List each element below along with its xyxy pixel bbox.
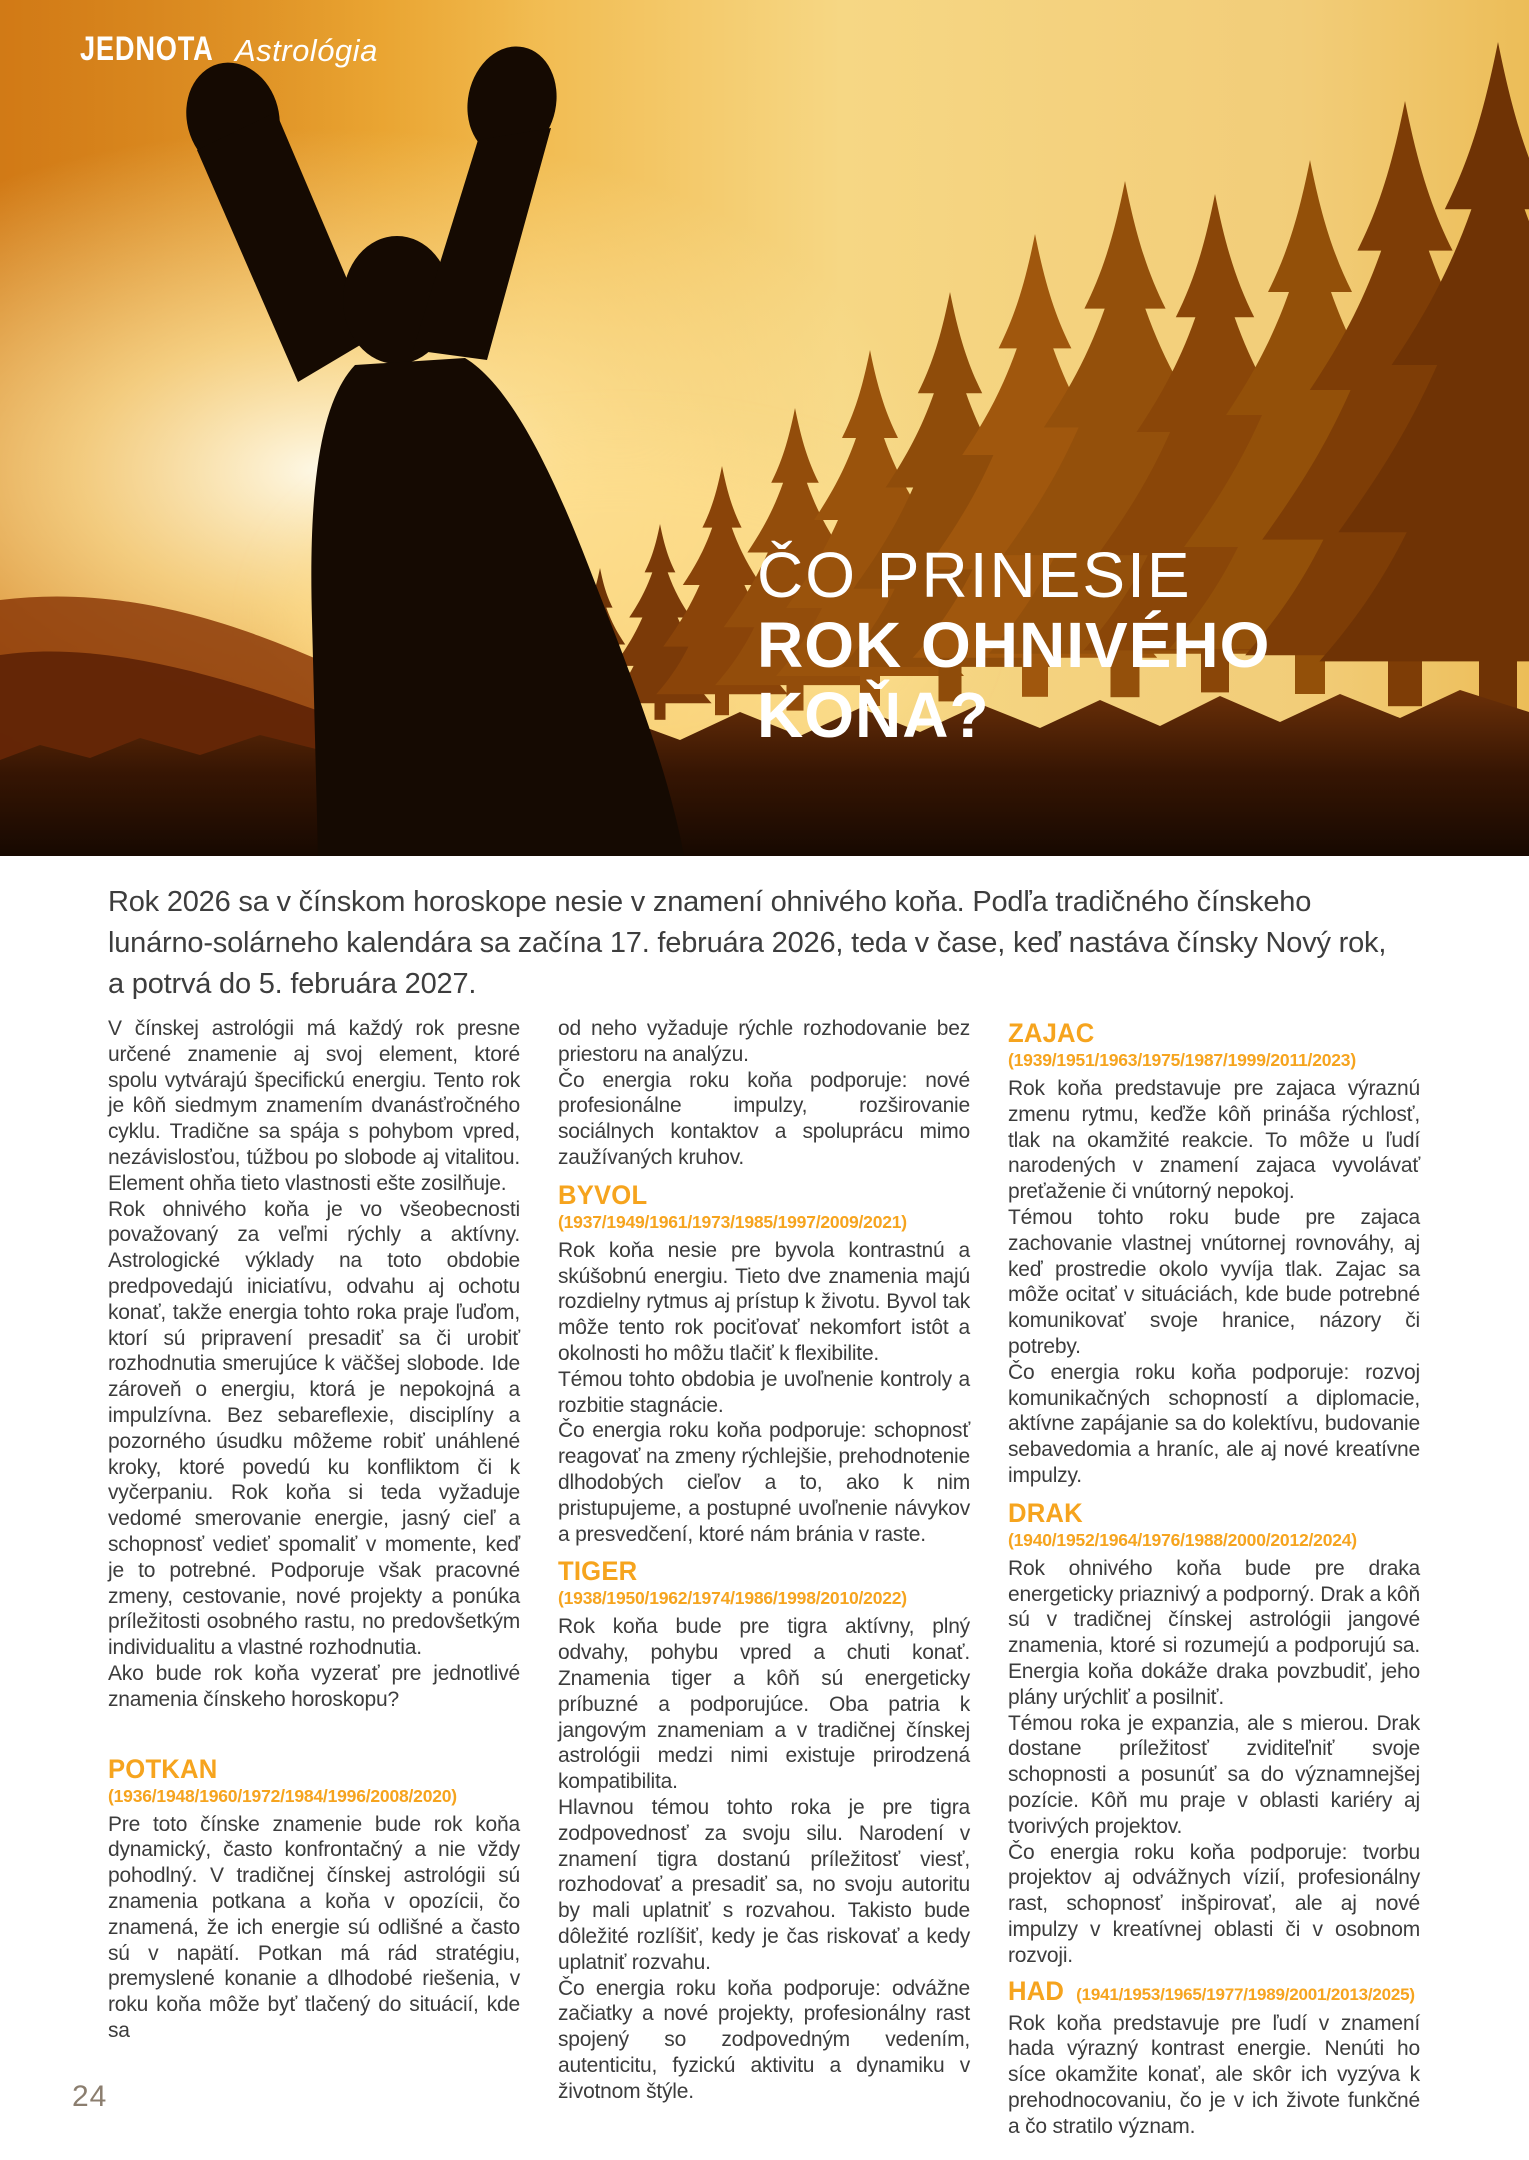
paragraph: V čínskej astrológii má každý rok presne určené znamenie aj svoj element, ktoré spolu vytvárajú špecifickú energiu. Tento rok je kôň siedmym znamením dvanásťročného cyklu. Tradične sa spája s pohybom vpred, nezávislosťou, túžbou po slobode aj vitalitou. Element ohňa tieto vlastnosti ešte zosilňuje. <box>108 1017 520 1195</box>
zodiac-sign-years: (1936/1948/1960/1972/1984/1996/2008/2020) <box>108 1785 457 1806</box>
zodiac-sign-years: (1940/1952/1964/1976/1988/2000/2012/2024) <box>1008 1529 1357 1550</box>
intro-paragraph: Rok 2026 sa v čínskom horoskope nesie v znamení ohnivého koňa. Podľa tradičného čínskeho lunárno-solárneho kalendára sa začína 17. februára 2026, teda v čase, keď nastáva čínsky Nový rok, a potrvá do 5. februára 2027. <box>108 886 1387 1000</box>
paragraph: Rok koňa nesie pre byvola kontrastnú a skúšobnú energiu. Tieto dve znamenia majú rozdielny rytmus aj prístup k životu. Byvol tak môže tento rok pociťovať nekomfort istôt a okolnosti ho môžu tlačiť k flexibilite. <box>558 1238 970 1365</box>
masthead <box>80 30 378 69</box>
zodiac-sign-heading: TIGER <box>558 1556 638 1587</box>
paragraph: od neho vyžaduje rýchle rozhodovanie bez priestoru na analýzu. <box>558 1017 970 1066</box>
zodiac-sign-years: (1939/1951/1963/1975/1987/1999/2011/2023) <box>1008 1050 1356 1070</box>
paragraph: Ako bude rok koňa vyzerať pre jednotlivé znamenia čínskeho horoskopu? <box>108 1661 520 1711</box>
zodiac-sign-years: (1941/1953/1965/1977/1989/2001/2013/2025) <box>1076 1984 1415 2004</box>
paragraph: Čo energia roku koňa podporuje: rozvoj komunikačných schopností a diplomacie, aktívne zapájanie sa do kolektívu, budovanie sebavedomia a hraníc, ale aj nové kreatívne impulzy. <box>1008 1360 1420 1487</box>
paragraph: Pre toto čínske znamenie bude rok koňa dynamický, často konfrontačný a nie vždy pohodlný. V tradičnej čínskej astrológii sú znamenia potkana a koňa v opozícii, čo znamená, že ich energie sú odlišné a často sú v napätí. Potkan má rád stratégiu, premyslené konanie a dlhodobé riešenia, v roku koňa môže byť tlačený do situácií, kde sa <box>108 1812 520 2042</box>
paragraph: Rok ohnivého koňa je vo všeobecnosti považovaný za veľmi rýchly a aktívny. Astrologické výklady na toto obdobie predpovedajú iniciatívu, odvahu aj ochotu konať, takže energia tohto roka praje ľuďom, ktorí sú pripravení presadiť sa či urobiť rozhodnutia smerujúce k väčšej slobode. Ide zároveň o energiu, ktorá je nepokojná a impulzívna. Bez sebareflexie, disciplíny a pozorného úsudku môžeme robiť unáhlené kroky, ktoré povedú ku konfliktom či k vyčerpaniu. Rok koňa si teda vyžaduje vedomé smerovanie energie, jasný cieľ a schopnosť vedieť spomaliť v momente, keď je to potrebné. Podporuje však pracovné zmeny, cestovanie, nové projekty a ponúka príležitosti osobného rastu, no predovšetkým individualitu a vlastné rozhodnutia. <box>108 1197 520 1660</box>
title-line-3: KOŇA? <box>757 679 990 751</box>
brand-logo: JEDNOTA <box>80 30 214 68</box>
article-columns <box>108 1016 1420 2139</box>
hero-image <box>0 0 1529 856</box>
title-line-2: ROK OHNIVÉHO <box>757 609 1271 681</box>
zodiac-sign-heading: POTKAN <box>108 1753 218 1784</box>
paragraph: Rok koňa predstavuje pre zajaca výraznú zmenu rytmu, keďže kôň prináša rýchlosť, tlak na okamžité reakcie. To môže u ľudí narodených v znamení zajaca vyvolávať preťaženie či vnútorný nepokoj. <box>1008 1077 1420 1204</box>
text-column-1 <box>108 1016 520 2139</box>
paragraph: Témou roka je expanzia, ale s mierou. Drak dostane príležitosť zviditeľniť svoje schopnosti a posunúť sa do významnejšej pozície. Kôň mu praje v oblasti kariéry aj tvorivých projektov. <box>1008 1711 1420 1838</box>
zodiac-sign-years: (1937/1949/1961/1973/1985/1997/2009/2021) <box>558 1211 907 1232</box>
paragraph: Rok koňa predstavuje pre ľudí v znamení hada výrazný kontrast energie. Nenúti ho síce okamžite konať, ale skôr ich vyzýva k prehodnocovaniu, čo je v ich živote funkčné a čo stratilo význam. <box>1008 2011 1420 2138</box>
paragraph: Čo energia roku koňa podporuje: schopnosť reagovať na zmeny rýchlejšie, prehodnotenie dlhodobých cieľov a to, ako k nim pristupujeme, a postupné uvoľnenie návykov a presvedčení, ktoré nám bránia v raste. <box>558 1419 970 1546</box>
zodiac-sign-heading: DRAK <box>1008 1497 1083 1528</box>
paragraph: Čo energia roku koňa podporuje: tvorbu projektov aj odvážnych vízií, profesionálny rast, schopnosť inšpirovať, ale aj nové impulzy v kreatívnej oblasti či v osobnom rozvoji. <box>1008 1840 1420 1967</box>
section-label: Astrológia <box>234 33 378 68</box>
zodiac-sign-heading: HAD <box>1008 1975 1065 2006</box>
zodiac-sign-heading: BYVOL <box>558 1179 648 1210</box>
paragraph: Rok koňa bude pre tigra aktívny, plný odvahy, pohybu vpred a chuti konať. Znamenia tiger a kôň sú energeticky príbuzné a podporujúce. Oba patria k jangovým znameniam a v tradičnej čínskej astrológii medzi nimi existuje prirodzená kompatibilita. <box>558 1615 970 1794</box>
paragraph: Čo energia roku koňa podporuje: odvážne začiatky a nové projekty, profesionálny rast spojený so zodpovedným vedením, autenticitu, fyzickú aktivitu a dynamiku v životnom štýle. <box>558 1976 970 2103</box>
page-number: 24 <box>72 2080 108 2113</box>
paragraph: Čo energia roku koňa podporuje: nové profesionálne impulzy, rozširovanie sociálnych kontaktov a spoluprácu mimo zaužívaných kruhov. <box>558 1068 970 1169</box>
paragraph: Témou tohto obdobia je uvoľnenie kontroly a rozbitie stagnácie. <box>558 1367 970 1417</box>
paragraph: Rok ohnivého koňa bude pre draka energeticky priaznivý a podporný. Drak a kôň sú v tradičnej čínskej astrológii jangové znamenia, ktoré si rozumejú a podporujú sa. Energia koňa dokáže draka povzbudiť, jeho plány urýchliť a posilniť. <box>1008 1556 1420 1709</box>
zodiac-sign-heading: ZAJAC <box>1008 1018 1095 1048</box>
zodiac-sign-heading-inline <box>1008 1976 1420 2007</box>
spacer <box>108 1713 520 1745</box>
zodiac-sign-years: (1938/1950/1962/1974/1986/1998/2010/2022) <box>558 1588 907 1609</box>
text-column-2 <box>558 1016 970 2139</box>
text-column-3 <box>1008 1016 1420 2139</box>
title-line-1: ČO PRINESIE <box>757 539 1192 611</box>
paragraph: Témou tohto roku bude pre zajaca zachovanie vlastnej vnútornej rovnováhy, aj keď prostredie okolo vyvíja tlak. Zajac sa môže ocitať v situáciách, kde bude potrebné komunikovať svoje hranice, názory či potreby. <box>1008 1205 1420 1358</box>
paragraph: Hlavnou témou tohto roka je pre tigra zodpovednosť za svoju silu. Narodení v znamení tigra dostanú príležitosť viesť, rozhodovať a presadiť sa, no svoju autoritu by mali uplatniť s rozvahou. Takisto bude dôležité rozlíšiť, kedy je čas riskovať a kedy uplatniť rozvahu. <box>558 1795 970 1974</box>
article-title <box>757 540 1270 750</box>
